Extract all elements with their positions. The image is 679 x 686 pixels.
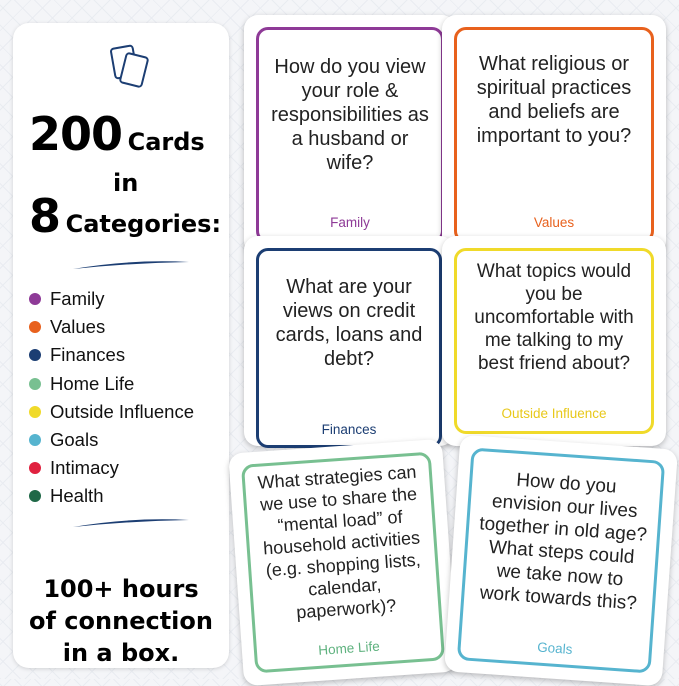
- bullet-dot-icon: [29, 293, 41, 305]
- card-goals: [444, 435, 678, 686]
- category-count-word: Categories:: [65, 210, 222, 238]
- bullet-dot-icon: [29, 462, 41, 474]
- card-count-word: Cards: [127, 128, 205, 156]
- category-item: [29, 454, 194, 482]
- category-item: [29, 398, 194, 426]
- card-question: How do you view your role & responsibilities as a husband or wife?: [271, 56, 429, 174]
- category-label: Outside Influence: [50, 400, 194, 422]
- card-category: Finances: [321, 422, 377, 437]
- card-border: [454, 27, 654, 243]
- bullet-dot-icon: [29, 406, 41, 418]
- card-border: [241, 452, 445, 674]
- category-label: Finances: [50, 344, 126, 366]
- category-label: Values: [50, 316, 106, 338]
- card-finances: [244, 236, 454, 446]
- card-question: What are your views on credit cards, loans and debt?: [275, 276, 423, 370]
- divider-swoosh: [71, 259, 191, 271]
- category-item: [29, 341, 194, 369]
- card-values: [442, 15, 666, 255]
- category-label: Family: [50, 288, 105, 310]
- card-border: [457, 447, 665, 673]
- category-item: [29, 313, 194, 341]
- category-count: 8: [29, 189, 61, 243]
- card-category: Family: [330, 215, 370, 230]
- cards-icon: [107, 43, 157, 93]
- info-panel: [13, 23, 229, 668]
- card-question: How do you envision our lives together in old age? What steps could we take now to work towards this?: [478, 469, 648, 614]
- tagline-line-3: in a box.: [62, 639, 180, 667]
- category-item: [29, 482, 194, 510]
- card-category: Values: [533, 215, 575, 230]
- card-outside-influence: [442, 236, 666, 446]
- bullet-dot-icon: [29, 434, 41, 446]
- card-question: What religious or spiritual practices and beliefs are important to you?: [476, 53, 632, 147]
- category-label: Health: [50, 485, 104, 507]
- card-count-line: [29, 107, 245, 161]
- category-item: [29, 285, 194, 313]
- category-label: Home Life: [50, 372, 135, 394]
- divider-swoosh-2: [71, 517, 191, 529]
- card-family: [244, 15, 456, 255]
- card-question: What strategies can we use to share the “mental load” of household activities (e.g. shopping lists, calendar, paperwork)?: [256, 461, 422, 622]
- card-category: Home Life: [317, 638, 381, 658]
- category-list: [29, 285, 194, 511]
- card-border: [454, 248, 654, 434]
- bullet-dot-icon: [29, 321, 41, 333]
- tagline-line-2: of connection: [29, 607, 213, 635]
- card-category: Outside Influence: [501, 406, 607, 421]
- category-label: Goals: [50, 429, 99, 451]
- bullet-dot-icon: [29, 378, 41, 390]
- category-count-line: [29, 189, 245, 243]
- card-question: What topics would you be uncomfortable with me talking to my best friend about?: [474, 260, 634, 374]
- category-label: Intimacy: [50, 457, 119, 479]
- bullet-dot-icon: [29, 349, 41, 361]
- tagline: [13, 573, 229, 669]
- card-count: 200: [29, 107, 123, 161]
- in-text: in: [113, 169, 139, 197]
- category-item: [29, 370, 194, 398]
- category-item: [29, 426, 194, 454]
- card-home-life: [228, 439, 458, 686]
- card-category: Goals: [536, 639, 573, 657]
- card-border: [256, 248, 442, 448]
- tagline-line-1: 100+ hours: [43, 575, 199, 603]
- card-border: [256, 27, 444, 243]
- bullet-dot-icon: [29, 490, 41, 502]
